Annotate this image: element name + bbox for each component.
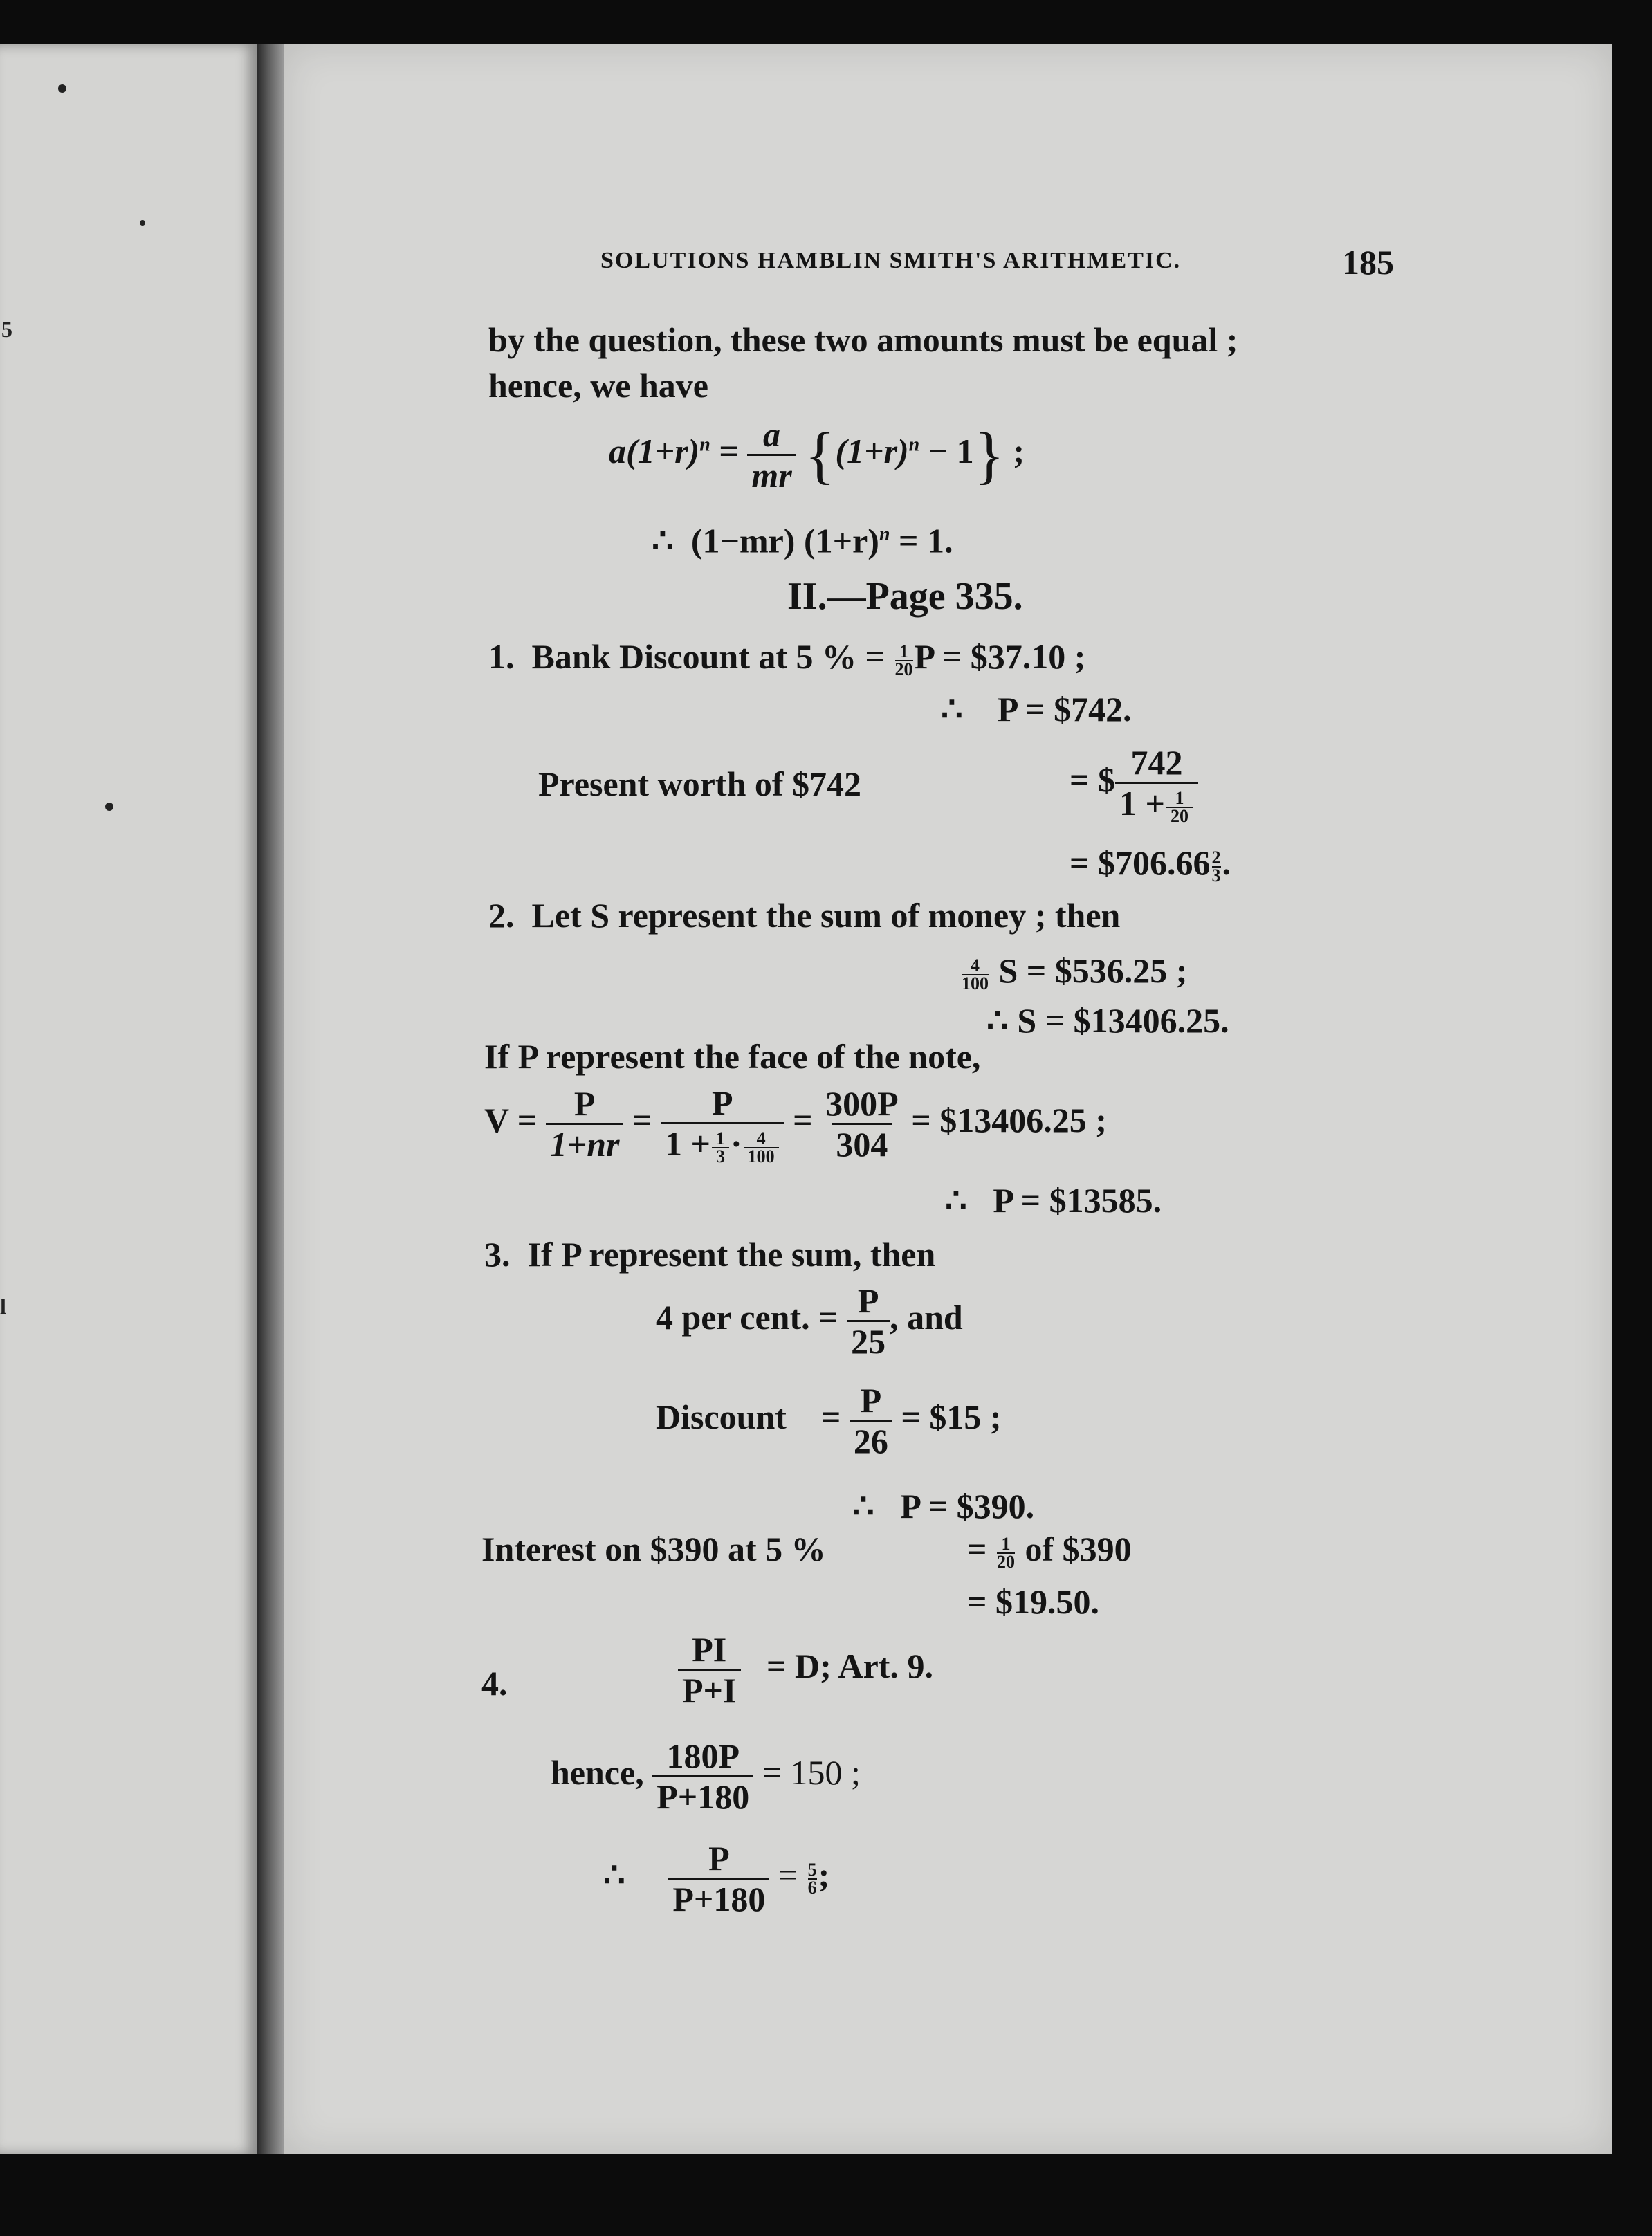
running-header: SOLUTIONS HAMBLIN SMITH'S ARITHMETIC. — [600, 248, 1182, 273]
problem-4-line-2: hence, $\frac{180P}{P+180}$ = 150 ; — [551, 1736, 861, 1816]
equation-2: ∴ (1−mr) $(1+r)^n = 1$. — [652, 521, 953, 560]
ink-speck — [58, 84, 66, 93]
interest-label: Interest on $390 at 5 % — [481, 1530, 826, 1568]
problem-3-line-1: 3. If P represent the sum, then — [484, 1235, 936, 1274]
present-worth-label: Present worth of $742 — [538, 764, 862, 803]
problem-2-equation: V = $\frac{P}{1+nr}$ = P 1 + $\frac{1}{3}$ · $\frac{4}{100}$ = $\frac{300P}{304}$ = $13406.25 ; — [484, 1083, 1107, 1166]
left-margin-mark-top: 5 — [1, 317, 12, 342]
present-worth-equation: = $ 742 1 + $\frac{1}{20}$ — [1070, 743, 1198, 825]
problem-2-line-2: $\frac{4}{100}$ S = $536.25 ; — [962, 951, 1188, 993]
ink-speck — [140, 220, 145, 226]
problem-1-line-2: ∴ P = $742. — [941, 690, 1132, 728]
problem-4-number: 4. — [481, 1664, 508, 1703]
problem-1-line-1: 1. Bank Discount at 5 % = $\frac{1}{20}$ P = $37.10 ; — [488, 637, 1086, 679]
interest-result: = $19.50. — [967, 1582, 1099, 1621]
intro-line-1: by the question, these two amounts must be equal ; — [488, 320, 1238, 359]
left-page — [0, 44, 257, 2154]
page-number: 185 — [1342, 243, 1394, 282]
problem-3-line-3: Discount = $\frac{P}{26}$ = $15 ; — [656, 1381, 1002, 1460]
problem-2-line-4: If P represent the face of the note, — [484, 1037, 981, 1076]
section-heading: II.—Page 335. — [787, 575, 1023, 618]
problem-2-line-3: ∴ S = $13406.25. — [986, 1001, 1229, 1040]
book-gutter — [257, 44, 284, 2154]
interest-equation: = $\frac{1}{20}$ of $390 — [967, 1530, 1132, 1572]
equation-1: $a(1+r)^n$ = $\frac{a}{mr}$ $\{(1+r)^n - 1\}$ ; — [609, 415, 1025, 495]
problem-2-final: ∴ P = $13585. — [945, 1181, 1162, 1220]
problem-3-line-4: ∴ P = $390. — [852, 1487, 1035, 1525]
present-worth-result: = $706.66 $\frac{2}{3}$ . — [1070, 843, 1231, 886]
problem-4-line-3: ∴ $\frac{P}{P+180}$ = $\frac{5}{6}$ ; — [603, 1839, 830, 1918]
ink-speck — [105, 803, 113, 811]
intro-line-2: hence, we have — [488, 366, 708, 405]
left-margin-mark-mid: l — [0, 1294, 6, 1319]
problem-2-line-1: 2. Let S represent the sum of money ; then — [488, 896, 1121, 935]
problem-3-line-2: 4 per cent. = $\frac{P}{25}$ , and — [656, 1281, 963, 1361]
problem-4-line-1: $\frac{PI}{P+I}$ = D; Art. 9. — [678, 1630, 933, 1710]
